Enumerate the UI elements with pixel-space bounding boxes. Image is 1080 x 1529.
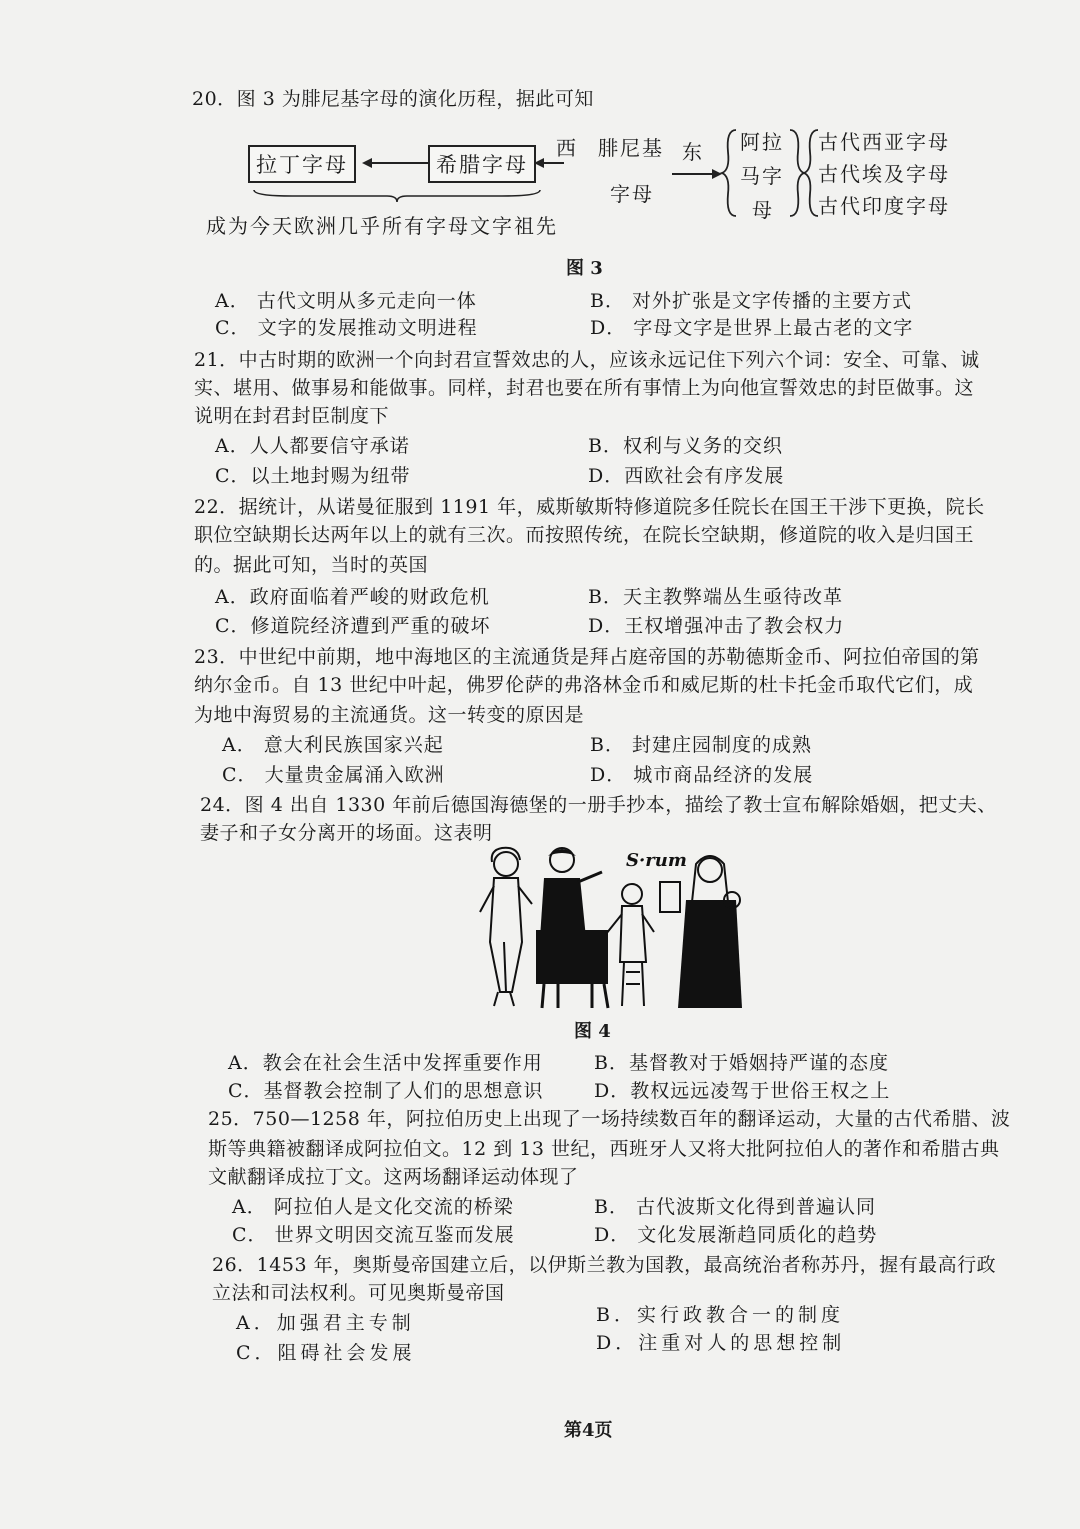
child-figure [606, 884, 654, 1006]
greek-alphabet-box: 希腊字母 [428, 145, 536, 183]
west-label: 西 [556, 136, 578, 160]
q22-option-a: A．政府面临着严峻的财政危机 [215, 586, 490, 608]
q26-stem-line-1: 26．1453 年，奥斯曼帝国建立后，以伊斯兰教为国教，最高统治者称苏丹，握有最高行政 [212, 1254, 997, 1276]
q22-stem-line-3: 的。据此可知，当时的英国 [194, 554, 429, 576]
egypt-label: 古代埃及字母 [818, 162, 950, 186]
q23-stem-line-2: 纳尔金币。自 13 世纪中叶起，佛罗伦萨的弗洛林金币和威尼斯的杜卡托金币取代它们，成 [194, 674, 974, 696]
east-label: 东 [682, 140, 704, 164]
q22-option-d: D．王权增强冲击了教会权力 [588, 615, 845, 637]
q24-option-d: D．教权远远凌驾于世俗王权之上 [594, 1080, 891, 1102]
q20-option-d: D． 字母文字是世界上最古老的文字 [590, 317, 914, 339]
ancestor-label: 成为今天欧洲几乎所有字母文字祖先 [206, 214, 558, 238]
q26-option-d: D．注重对人的思想控制 [596, 1332, 846, 1354]
q23-option-d: D． 城市商品经济的发展 [590, 764, 814, 786]
q22-option-c: C．修道院经济遭到严重的破坏 [215, 615, 491, 637]
aramaic-label-1: 阿拉 [740, 130, 784, 154]
q20-stem: 20．图 3 为腓尼基字母的演化历程，据此可知 [192, 88, 594, 110]
latin-alphabet-box: 拉丁字母 [248, 145, 356, 183]
q23-option-b: B． 封建庄园制度的成熟 [590, 734, 813, 756]
q25-stem-line-2: 斯等典籍被翻译成阿拉伯文。12 到 13 世纪，西班牙人又将大批阿拉伯人的著作和希腊古典 [208, 1138, 1000, 1160]
scroll-text: S·rum [626, 850, 687, 871]
q22-option-b: B．天主教弊端丛生亟待改革 [588, 586, 843, 608]
q26-option-c: C．阻碍社会发展 [236, 1342, 416, 1364]
q21-option-d: D．西欧社会有序发展 [588, 465, 785, 487]
q24-option-c: C．基督教会控制了人们的思想意识 [228, 1080, 544, 1102]
q21-option-b: B．权利与义务的交织 [588, 435, 783, 457]
q22-stem-line-1: 22．据统计，从诺曼征服到 1191 年，威斯敏斯特修道院多任院长在国王干涉下更换，院长 [194, 496, 985, 518]
q23-option-a: A． 意大利民族国家兴起 [222, 734, 444, 756]
q23-stem-line-1: 23．中世纪中前期，地中海地区的主流通货是拜占庭帝国的苏勒德斯金币、阿拉伯帝国的第 [194, 646, 980, 668]
q21-option-c: C．以土地封赐为纽带 [215, 465, 411, 487]
husband-figure [480, 848, 532, 1006]
q20-option-c: C． 文字的发展推动文明进程 [215, 317, 478, 339]
q25-option-b: B． 古代波斯文化得到普遍认同 [594, 1196, 877, 1218]
figure-4-caption: 图 4 [574, 1021, 611, 1042]
q20-option-b: B． 对外扩张是文字传播的主要方式 [590, 290, 913, 312]
q21-stem-line-3: 说明在封君封臣制度下 [194, 405, 390, 427]
q26-option-a: A．加强君主专制 [236, 1312, 415, 1334]
q22-stem-line-2: 职位空缺期长达两年以上的就有三次。而按照传统，在院长空缺期，修道院的收入是归国王 [194, 524, 975, 546]
q21-option-a: A．人人都要信守承诺 [215, 435, 410, 457]
q23-option-c: C． 大量贵金属涌入欧洲 [222, 764, 445, 786]
q24-option-b: B．基督教对于婚姻持严谨的态度 [594, 1052, 889, 1074]
q23-stem-line-3: 为地中海贸易的主流通货。这一转变的原因是 [194, 704, 585, 726]
priest-figure [536, 848, 608, 1008]
q26-stem-line-2: 立法和司法权利。可见奥斯曼帝国 [212, 1282, 505, 1304]
q25-stem-line-3: 文献翻译成拉丁文。这两场翻译运动体现了 [208, 1166, 579, 1188]
under-brace-icon [252, 188, 542, 204]
q26-option-b: B．实行政教合一的制度 [596, 1304, 844, 1326]
phoenician-label-1: 腓尼基 [598, 136, 664, 160]
west-asia-label: 古代西亚字母 [818, 130, 950, 154]
q21-stem-line-2: 实、堪用、做事易和能做事。同样，封君也要在所有事情上为向他宣誓效忠的封臣做事。这 [194, 377, 975, 399]
aramaic-label-3: 母 [752, 198, 774, 222]
q21-stem-line-1: 21．中古时期的欧洲一个向封君宣誓效忠的人，应该永远记住下列六个词：安全、可靠、诚 [194, 349, 980, 371]
figure-3-caption: 图 3 [566, 258, 603, 279]
q25-stem-line-1: 25．750—1258 年，阿拉伯历史上出现了一场持续数百年的翻译运动，大量的古代希腊、波 [208, 1108, 1011, 1130]
page-number: 第4页 [564, 1420, 613, 1441]
q24-stem-line-2: 妻子和子女分离开的场面。这表明 [200, 822, 493, 844]
q25-option-c: C． 世界文明因交流互鉴而发展 [232, 1224, 515, 1246]
aramaic-label-2: 马字 [740, 164, 784, 188]
manuscript-illustration [474, 842, 744, 1012]
india-label: 古代印度字母 [818, 194, 950, 218]
q24-stem-line-1: 24．图 4 出自 1330 年前后德国海德堡的一册手抄本，描绘了教士宣布解除婚姻，把丈夫、 [200, 794, 997, 816]
q24-option-a: A．教会在社会生活中发挥重要作用 [228, 1052, 543, 1074]
q25-option-a: A． 阿拉伯人是文化交流的桥梁 [232, 1196, 514, 1218]
left-brace-icon [722, 128, 738, 218]
q25-option-d: D． 文化发展渐趋同质化的趋势 [594, 1224, 878, 1246]
wife-figure [660, 856, 742, 1008]
phoenician-label-2: 字母 [610, 182, 654, 206]
arrow-east-icon [672, 164, 722, 184]
q20-option-a: A． 古代文明从多元走向一体 [215, 290, 477, 312]
